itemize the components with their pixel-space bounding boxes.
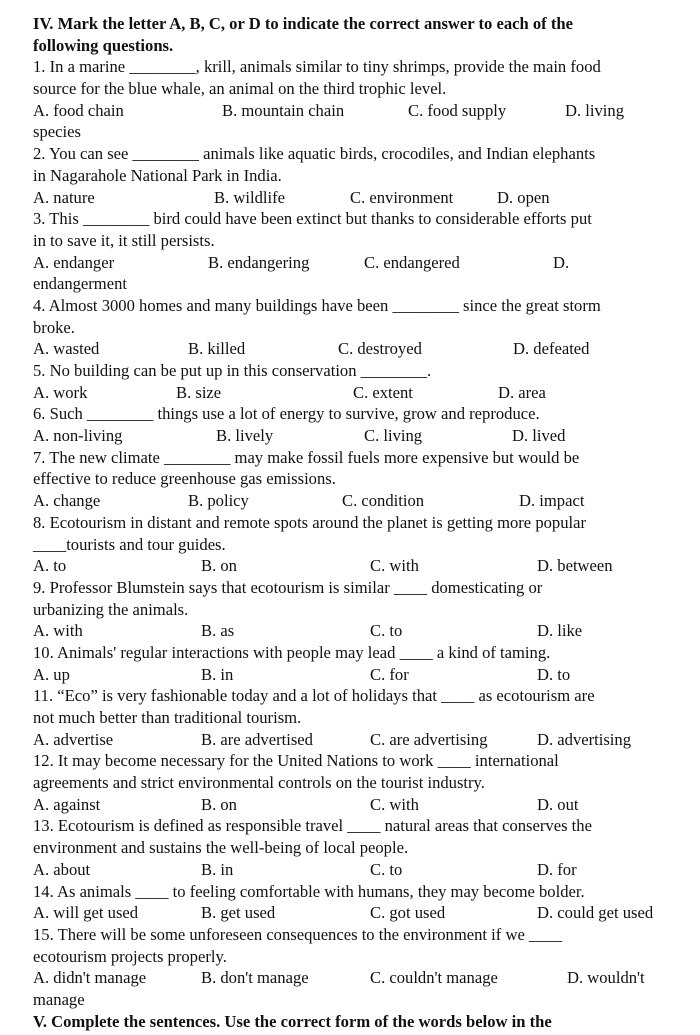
options-row: [33, 100, 693, 122]
question-text: in Nagarahole National Park in India.: [33, 165, 282, 185]
option-a[interactable]: A. about: [33, 859, 91, 879]
options-row: [33, 338, 693, 360]
option-c[interactable]: C. destroyed: [338, 339, 422, 359]
option-c[interactable]: C. endangered: [364, 252, 460, 272]
option-a[interactable]: A. will get used: [33, 903, 139, 923]
option-c[interactable]: C. extent: [353, 382, 413, 402]
options-row: [33, 794, 693, 816]
question-text: agreements and strict environmental controls on the tourist industry.: [33, 773, 485, 793]
options-row: [33, 382, 693, 404]
option-d[interactable]: D. defeated: [513, 339, 590, 359]
question-1: [33, 56, 693, 143]
option-a[interactable]: A. advertise: [33, 729, 114, 749]
question-text: 14. As animals ____ to feeling comfortable with humans, they may become bolder.: [33, 881, 585, 901]
option-c[interactable]: C. condition: [342, 491, 425, 511]
option-b[interactable]: B. in: [201, 859, 234, 879]
option-c[interactable]: C. food supply: [408, 100, 507, 120]
question-8: [33, 512, 693, 577]
option-a[interactable]: A. wasted: [33, 339, 100, 359]
option-d[interactable]: D. area: [498, 382, 546, 402]
options-row: [33, 729, 693, 751]
option-d[interactable]: D. out: [537, 794, 579, 814]
question-text: effective to reduce greenhouse gas emissions.: [33, 469, 336, 489]
options-row: [33, 967, 693, 989]
option-b[interactable]: B. get used: [201, 903, 276, 923]
option-b[interactable]: B. in: [201, 664, 234, 684]
question-15: [33, 924, 693, 1011]
option-a[interactable]: A. endanger: [33, 252, 115, 272]
option-d[interactable]: D. living: [565, 100, 625, 120]
option-d[interactable]: D. impact: [519, 491, 585, 511]
option-b[interactable]: B. wildlife: [214, 187, 285, 207]
option-b[interactable]: B. on: [201, 556, 237, 576]
option-c[interactable]: C. to: [370, 621, 403, 641]
option-a[interactable]: A. with: [33, 621, 83, 641]
option-a[interactable]: A. to: [33, 556, 67, 576]
question-3: [33, 208, 693, 295]
option-d[interactable]: D. could get used: [537, 903, 654, 923]
question-11: [33, 685, 693, 750]
question-text: 5. No building can be put up in this conservation ________.: [33, 361, 432, 380]
question-text: 10. Animals' regular interactions with people may lead ____ a kind of taming.: [33, 642, 551, 662]
option-continuation: species: [33, 122, 81, 142]
options-row: [33, 664, 693, 686]
question-text: 3. This ________ bird could have been extinct but thanks to considerable efforts put: [33, 209, 592, 229]
question-text: 4. Almost 3000 homes and many buildings have been ________ since the great storm: [33, 295, 601, 315]
option-c[interactable]: C. to: [370, 859, 403, 879]
option-d[interactable]: D. wouldn't: [567, 968, 645, 988]
option-c[interactable]: C. got used: [370, 903, 446, 923]
options-row: [33, 555, 693, 577]
option-c[interactable]: C. are advertising: [370, 729, 488, 749]
option-c[interactable]: C. with: [370, 556, 419, 576]
section-heading: IV. Mark the letter A, B, C, or D to indicate the correct answer to each of the: [33, 14, 573, 33]
option-a[interactable]: A. food chain: [33, 100, 124, 120]
option-d[interactable]: D. advertising: [537, 729, 632, 749]
question-text: not much better than traditional tourism.: [33, 708, 302, 727]
question-14: [33, 881, 693, 924]
question-text: 7. The new climate ________ may make fossil fuels more expensive but would be: [33, 447, 580, 467]
question-text: 6. Such ________ things use a lot of energy to survive, grow and reproduce.: [33, 404, 540, 424]
question-text: 1. In a marine ________, krill, animals similar to tiny shrimps, provide the main food: [33, 57, 601, 77]
option-c[interactable]: C. couldn't manage: [370, 968, 498, 988]
question-2: [33, 143, 693, 208]
question-text: environment and sustains the well-being of local people.: [33, 838, 409, 858]
question-text: 15. There will be some unforeseen consequences to the environment if we ____: [33, 924, 563, 944]
option-b[interactable]: B. lively: [216, 426, 274, 446]
question-text: 11. “Eco” is very fashionable today and a lot of holidays that ____ as ecotourism are: [33, 686, 595, 706]
option-c[interactable]: C. with: [370, 794, 419, 814]
section-heading: following questions.: [33, 35, 174, 55]
option-d[interactable]: D. open: [497, 187, 550, 207]
option-d[interactable]: D. like: [537, 621, 583, 641]
option-b[interactable]: B. policy: [188, 491, 249, 511]
question-text: source for the blue whale, an animal on the third trophic level.: [33, 79, 447, 99]
question-text: ecotourism projects properly.: [33, 946, 227, 966]
option-d[interactable]: D. to: [537, 664, 571, 684]
option-b[interactable]: B. killed: [188, 339, 246, 359]
option-d[interactable]: D. for: [537, 859, 577, 879]
question-text: broke.: [33, 317, 75, 337]
option-continuation: endangerment: [33, 274, 127, 294]
options-row: [33, 252, 693, 274]
option-a[interactable]: A. against: [33, 794, 101, 814]
options-row: [33, 490, 693, 512]
option-b[interactable]: B. as: [201, 621, 235, 641]
option-a[interactable]: A. up: [33, 664, 70, 684]
options-row: [33, 859, 693, 881]
next-section-cut: [33, 1011, 693, 1031]
option-d[interactable]: D. lived: [512, 426, 566, 446]
option-b[interactable]: B. don't manage: [201, 968, 309, 988]
option-d[interactable]: D. between: [537, 556, 613, 576]
option-b[interactable]: B. endangering: [208, 252, 310, 272]
option-a[interactable]: A. nature: [33, 187, 95, 207]
question-text: 13. Ecotourism is defined as responsible travel ____ natural areas that conserves the: [33, 816, 592, 836]
option-continuation: manage: [33, 989, 85, 1009]
next-section-heading: V. Complete the sentences. Use the correct form of the words below in the: [33, 1011, 552, 1031]
option-c[interactable]: C. living: [364, 426, 423, 446]
question-9: [33, 577, 693, 642]
question-13: [33, 815, 693, 880]
options-row: [33, 620, 693, 642]
option-a[interactable]: A. didn't manage: [33, 968, 147, 988]
question-text: 2. You can see ________ animals like aquatic birds, crocodiles, and Indian elephants: [33, 144, 596, 164]
option-b[interactable]: B. on: [201, 794, 237, 814]
option-c[interactable]: C. for: [370, 664, 409, 684]
question-text: 8. Ecotourism in distant and remote spots around the planet is getting more popular: [33, 512, 587, 532]
question-text: urbanizing the animals.: [33, 599, 189, 619]
option-d[interactable]: D.: [553, 252, 570, 272]
options-row: [33, 187, 693, 209]
option-a[interactable]: A. change: [33, 491, 101, 511]
question-text: in to save it, it still persists.: [33, 230, 215, 250]
question-12: [33, 750, 693, 815]
question-4: [33, 295, 693, 360]
option-b[interactable]: B. size: [176, 382, 222, 402]
option-b[interactable]: B. are advertised: [201, 729, 313, 749]
question-10: [33, 642, 693, 685]
options-row: [33, 425, 693, 447]
question-7: [33, 447, 693, 512]
question-6: [33, 403, 693, 446]
option-a[interactable]: A. non-living: [33, 426, 123, 446]
question-5: [33, 360, 693, 403]
options-row: [33, 902, 693, 924]
option-c[interactable]: C. environment: [350, 187, 454, 207]
option-b[interactable]: B. mountain chain: [222, 100, 345, 120]
exercise-page: [33, 13, 693, 1031]
question-text: ____tourists and tour guides.: [33, 534, 226, 554]
question-text: 12. It may become necessary for the United Nations to work ____ international: [33, 751, 559, 771]
option-a[interactable]: A. work: [33, 382, 88, 402]
question-text: 9. Professor Blumstein says that ecotourism is similar ____ domesticating or: [33, 577, 543, 597]
